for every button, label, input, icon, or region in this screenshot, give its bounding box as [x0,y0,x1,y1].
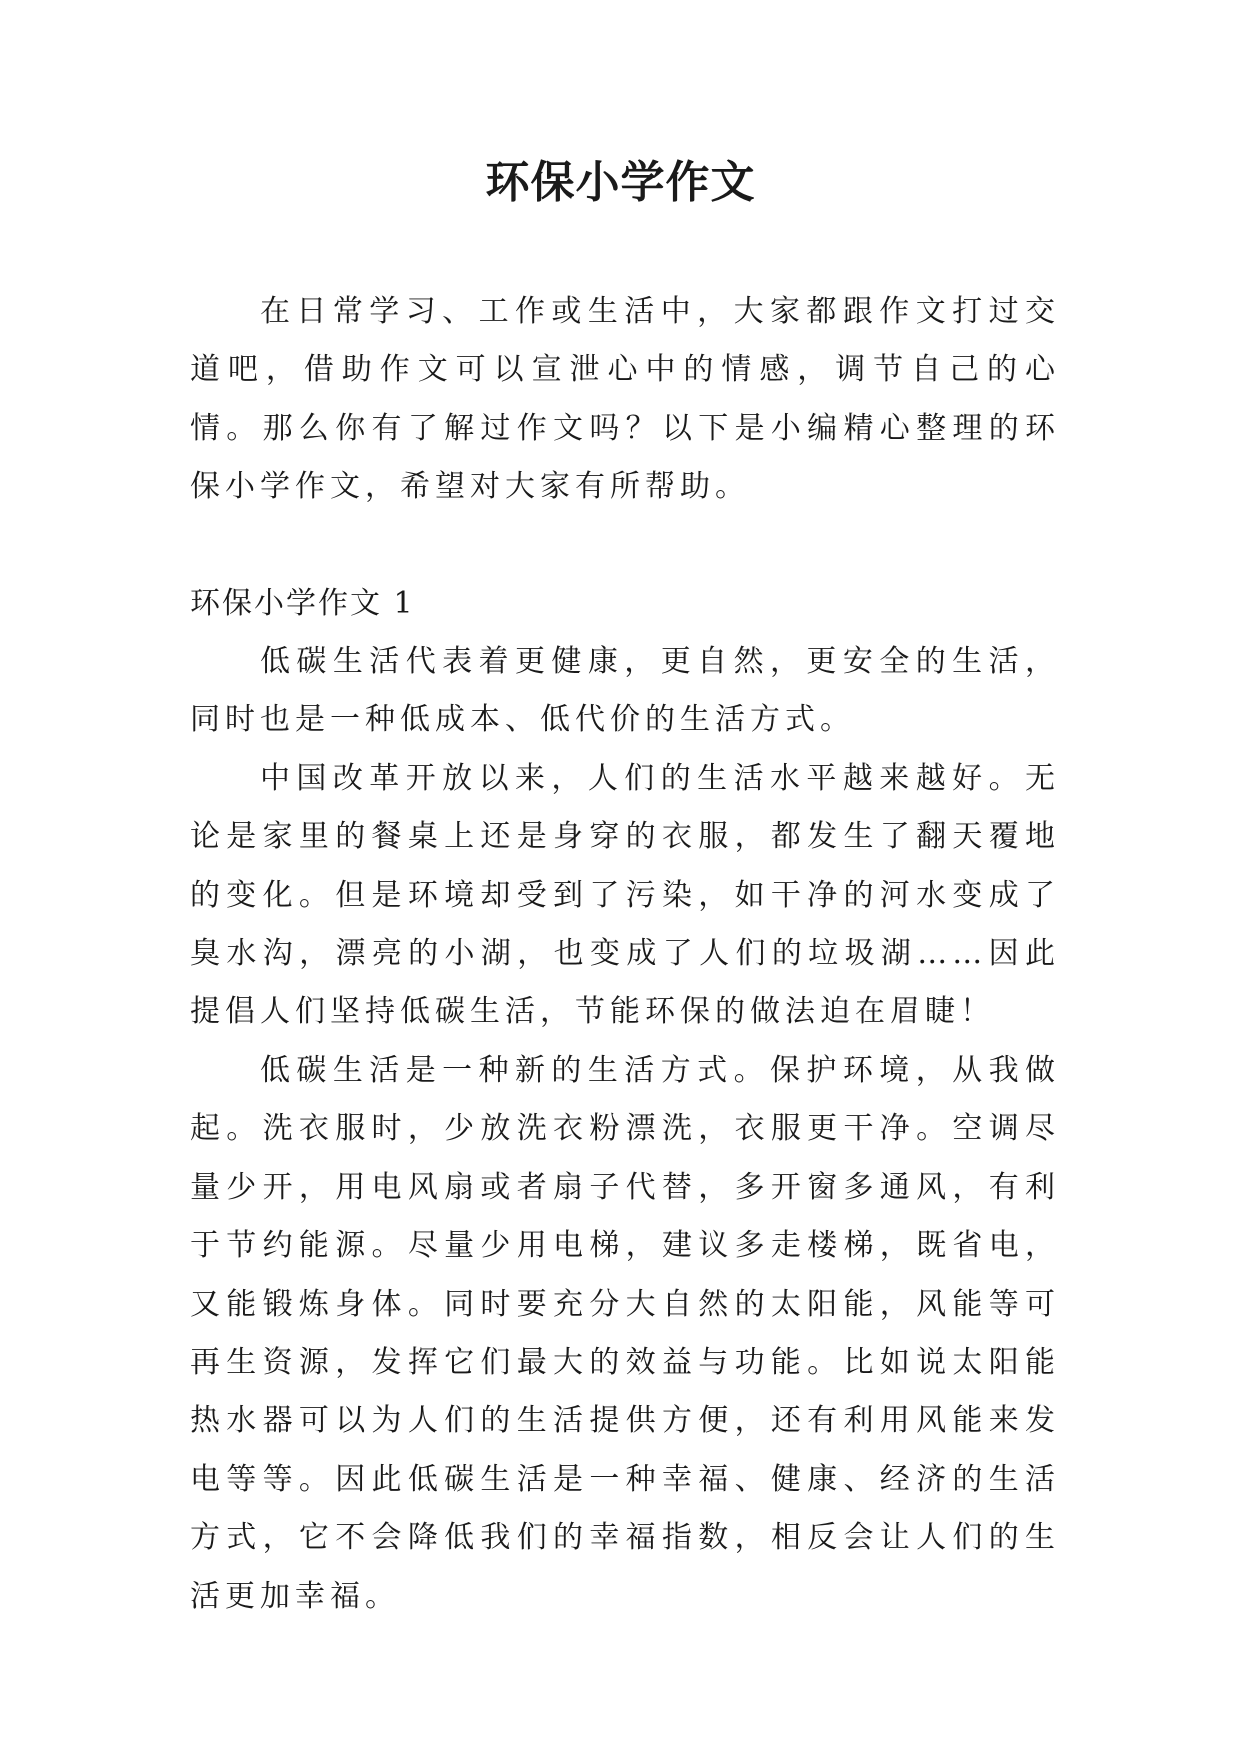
intro-paragraph: 在日常学习、工作或生活中，大家都跟作文打过交道吧，借助作文可以宣泄心中的情感，调节自己的心情。那么你有了解过作文吗？以下是小编精心整理的环保小学作文，希望对大家有所帮助。 [190,294,1060,505]
section-heading: 环保小学作文 1 [190,585,415,621]
document-title: 环保小学作文 [485,157,756,208]
body-paragraph-3: 低碳生活是一种新的生活方式。保护环境，从我做起。洗衣服时，少放洗衣粉漂洗，衣服更干净。空调尽量少开，用电风扇或者扇子代替，多开窗多通风，有利于节约能源。尽量少用电梯，建议多走楼梯，既省电，又能锻炼身体。同时要充分大自然的太阳能，风能等可再生资源，发挥它们最大的效益与功能。比如说太阳能热水器可以为人们的生活提供方便，还有利用风能来发电等等。因此低碳生活是一种幸福、健康、经济的生活方式，它不会降低我们的幸福指数，相反会让人们的生活更加幸福。 [190,1052,1060,1614]
document-body [190,283,1060,1626]
body-paragraph-2: 中国改革开放以来，人们的生活水平越来越好。无论是家里的餐桌上还是身穿的衣服，都发生了翻天覆地的变化。但是环境却受到了污染，如干净的河水变成了臭水沟，漂亮的小湖，也变成了人们的垃圾湖……因此提倡人们坚持低碳生活，节能环保的做法迫在眉睫！ [190,760,1060,1030]
body-paragraph-1: 低碳生活代表着更健康，更自然，更安全的生活，同时也是一种低成本、低代价的生活方式。 [190,644,1060,738]
